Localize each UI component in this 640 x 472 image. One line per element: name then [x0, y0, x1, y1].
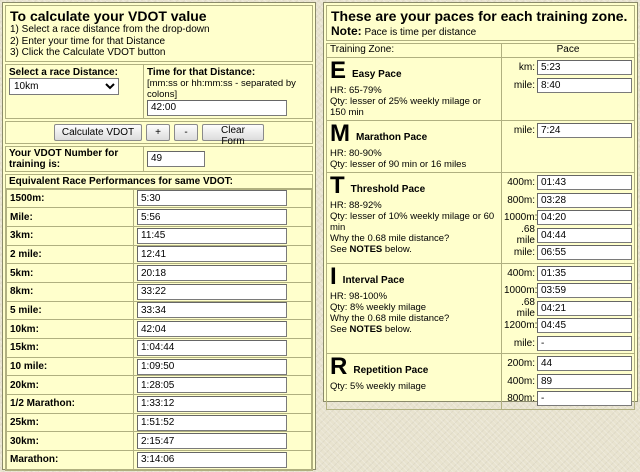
- race-time-field[interactable]: [137, 284, 287, 300]
- calculator-title: To calculate your VDOT value: [10, 8, 207, 24]
- race-distance-label: 1/2 Marathon:: [7, 395, 134, 414]
- zone-letter: I: [330, 262, 337, 290]
- equivalent-label: Equivalent Race Performances for same VDOT:: [6, 175, 312, 189]
- race-row: [7, 451, 312, 470]
- zone-row: [327, 58, 635, 121]
- calculator-header: [5, 5, 313, 62]
- race-distance-label: 15km:: [7, 339, 134, 358]
- zone-paces: [502, 263, 635, 354]
- pace-distance-label: .68 mile: [516, 224, 535, 247]
- vdot-label: Your VDOT Number for training is:: [6, 147, 144, 171]
- race-row: [7, 245, 312, 264]
- zone-letter: R: [330, 353, 348, 380]
- vdot-value-field[interactable]: [147, 151, 205, 167]
- pace-table: [326, 43, 635, 410]
- race-time-field[interactable]: [137, 396, 287, 412]
- zone-desc-line: HR: 98-100%: [330, 290, 388, 302]
- zone-notes-ref: See NOTES below.: [330, 244, 412, 255]
- zone-info: [327, 58, 502, 121]
- race-distance-select[interactable]: [9, 78, 119, 95]
- time-label: Time for that Distance:: [147, 66, 256, 78]
- race-distance-label: Marathon:: [7, 451, 134, 470]
- pace-row: [504, 224, 632, 247]
- zone-desc-line: Qty: lesser of 25% weekly milage or 150 min: [330, 96, 482, 118]
- pace-distance-label: mile:: [513, 125, 535, 137]
- vdot-result: [5, 146, 313, 172]
- zone-desc-line: Qty: 8% weekly milage: [330, 301, 427, 313]
- zone-letter: E: [330, 57, 347, 84]
- pace-distance-label: 800m:: [507, 194, 535, 206]
- pace-distance-label: 400m:: [507, 267, 535, 279]
- calculate-vdot-button[interactable]: Calculate VDOT: [54, 124, 142, 141]
- race-time-field[interactable]: [137, 377, 287, 393]
- race-time-field[interactable]: [137, 452, 287, 468]
- zone-desc-line: HR: 65-79%: [330, 85, 382, 96]
- pace-distance-label: 1000m:: [504, 285, 538, 297]
- zone-paces: [502, 121, 635, 173]
- race-time-field[interactable]: [137, 340, 287, 356]
- pace-value-field[interactable]: [537, 336, 632, 351]
- zone-info: [327, 173, 502, 264]
- race-row: [7, 264, 312, 283]
- pace-value-field[interactable]: [537, 78, 632, 93]
- race-time-input[interactable]: [147, 100, 287, 116]
- pace-distance-label: .68 mile: [516, 297, 535, 320]
- race-time-field[interactable]: [137, 359, 287, 375]
- zone-desc-line: Qty: 5% weekly milage: [330, 381, 427, 392]
- equivalent-table: [6, 189, 312, 470]
- zone-info: [327, 263, 502, 354]
- distance-label: Select a race Distance:: [9, 66, 118, 78]
- plus-button[interactable]: +: [146, 124, 170, 141]
- pace-row: [504, 297, 632, 320]
- race-distance-label: 30km:: [7, 432, 134, 451]
- input-section: [5, 64, 313, 119]
- zone-desc-line: HR: 88-92%: [330, 200, 382, 211]
- pace-distance-label: 400m:: [507, 375, 535, 387]
- pace-value-field[interactable]: [537, 301, 632, 316]
- pace-row: [504, 192, 632, 210]
- pace-value-field[interactable]: [537, 266, 632, 281]
- pace-distance-label: mile:: [513, 79, 535, 91]
- zone-letter: M: [330, 120, 350, 147]
- race-distance-label: Mile:: [7, 208, 134, 227]
- pace-value-field[interactable]: [537, 318, 632, 333]
- race-row: [7, 320, 312, 339]
- minus-button[interactable]: -: [174, 124, 198, 141]
- race-row: [7, 226, 312, 245]
- zone-name: Threshold Pace: [350, 184, 426, 195]
- col-pace: Pace: [502, 44, 635, 58]
- zone-letter: T: [330, 172, 345, 199]
- race-distance-label: 10 mile:: [7, 357, 134, 376]
- button-row: [5, 121, 313, 147]
- pace-row: [504, 335, 632, 353]
- pace-row: [504, 122, 632, 140]
- note-text: Pace is time per distance: [364, 27, 477, 38]
- race-distance-label: 20km:: [7, 376, 134, 395]
- zone-desc-line: Why the 0.68 mile distance?: [330, 233, 450, 244]
- zone-row: [327, 354, 635, 410]
- race-row: [7, 432, 312, 451]
- race-distance-label: 8km:: [7, 282, 134, 301]
- race-distance-label: 10km:: [7, 320, 134, 339]
- pace-value-field[interactable]: [537, 391, 632, 406]
- race-time-field[interactable]: [137, 209, 287, 225]
- note-label: Note:: [331, 24, 362, 38]
- zone-info: [327, 121, 502, 173]
- zone-row: [327, 173, 635, 264]
- paces-title: These are your paces for each training zone.: [331, 8, 628, 24]
- pace-distance-label: 1200m:: [504, 320, 538, 332]
- race-time-field[interactable]: [137, 321, 287, 337]
- pace-distance-label: 800m:: [507, 393, 535, 405]
- race-row: [7, 413, 312, 432]
- race-time-field[interactable]: [137, 302, 287, 318]
- pace-distance-label: 200m:: [507, 358, 535, 370]
- zone-name: Interval Pace: [342, 274, 405, 286]
- zone-row: [327, 263, 635, 354]
- pace-distance-label: 400m:: [507, 177, 535, 189]
- distance-cell: [6, 65, 144, 118]
- race-time-field[interactable]: [137, 265, 287, 281]
- pace-row: [504, 390, 632, 408]
- race-row: [7, 376, 312, 395]
- race-time-field[interactable]: [137, 190, 287, 206]
- pace-value-field[interactable]: [537, 228, 632, 243]
- pace-value-field[interactable]: [537, 283, 632, 298]
- zone-name: Easy Pace: [352, 69, 402, 80]
- zone-desc-line: Qty: lesser of 90 min or 16 miles: [330, 159, 467, 170]
- zone-paces: [502, 58, 635, 121]
- race-distance-label: 25km:: [7, 413, 134, 432]
- race-row: [7, 282, 312, 301]
- race-row: [7, 208, 312, 227]
- race-row: [7, 189, 312, 208]
- time-format-hint: [mm:ss or hh:mm:ss - separated by colons]: [147, 77, 296, 100]
- pace-row: [504, 317, 632, 335]
- pace-row: [504, 59, 632, 77]
- race-row: [7, 339, 312, 358]
- paces-header: [326, 5, 635, 41]
- race-row: [7, 301, 312, 320]
- pace-distance-label: 1000m:: [504, 212, 538, 224]
- pace-value-field[interactable]: [537, 193, 632, 208]
- pace-row: [504, 265, 632, 283]
- pace-value-field[interactable]: [537, 60, 632, 75]
- pace-value-field[interactable]: [537, 245, 632, 260]
- zone-notes-ref: See NOTES below.: [330, 323, 412, 335]
- zone-desc-line: Qty: lesser of 10% weekly milage or 60 min: [330, 211, 495, 233]
- zone-paces: [502, 173, 635, 264]
- pace-value-field[interactable]: [537, 374, 632, 389]
- pace-note: [331, 24, 630, 38]
- race-time-field[interactable]: [137, 228, 287, 244]
- pace-value-field[interactable]: [537, 210, 632, 225]
- instruction-1: 1) Select a race distance from the drop-down: [10, 24, 210, 35]
- race-time-field[interactable]: [137, 246, 287, 262]
- pace-row: [504, 355, 632, 373]
- pace-row: [504, 77, 632, 95]
- vdot-calculator-panel: [2, 2, 316, 470]
- pace-distance-label: mile:: [513, 337, 535, 349]
- time-cell: [144, 65, 312, 118]
- zone-desc-line: Why the 0.68 mile distance?: [330, 312, 450, 324]
- race-distance-label: 3km:: [7, 226, 134, 245]
- pace-row: [504, 244, 632, 262]
- zone-name: Marathon Pace: [356, 132, 428, 143]
- pace-distance-label: mile:: [513, 247, 535, 259]
- race-distance-label: 5 mile:: [7, 301, 134, 320]
- training-paces-panel: [323, 2, 638, 405]
- equivalent-performances: [5, 174, 313, 471]
- col-training-zone: Training Zone:: [327, 44, 502, 58]
- instruction-3: 3) Click the Calculate VDOT button: [10, 47, 166, 58]
- instruction-2: 2) Enter your time for that Distance: [10, 35, 166, 47]
- clear-form-button[interactable]: Clear Form: [202, 124, 264, 141]
- race-row: [7, 357, 312, 376]
- race-distance-label: 5km:: [7, 264, 134, 283]
- race-distance-label: 2 mile:: [7, 245, 134, 264]
- race-time-field[interactable]: [137, 433, 287, 449]
- pace-value-field[interactable]: [537, 175, 632, 190]
- zone-desc-line: HR: 80-90%: [330, 148, 382, 159]
- zone-row: [327, 121, 635, 173]
- race-row: [7, 395, 312, 414]
- pace-row: [504, 174, 632, 192]
- pace-row: [504, 373, 632, 391]
- zone-paces: [502, 354, 635, 410]
- pace-distance-label: km:: [518, 62, 535, 74]
- zone-info: [327, 354, 502, 410]
- zone-name: Repetition Pace: [353, 365, 429, 376]
- pace-value-field[interactable]: [537, 123, 632, 138]
- race-distance-label: 1500m:: [7, 189, 134, 208]
- pace-value-field[interactable]: [537, 356, 632, 371]
- race-time-field[interactable]: [137, 415, 287, 431]
